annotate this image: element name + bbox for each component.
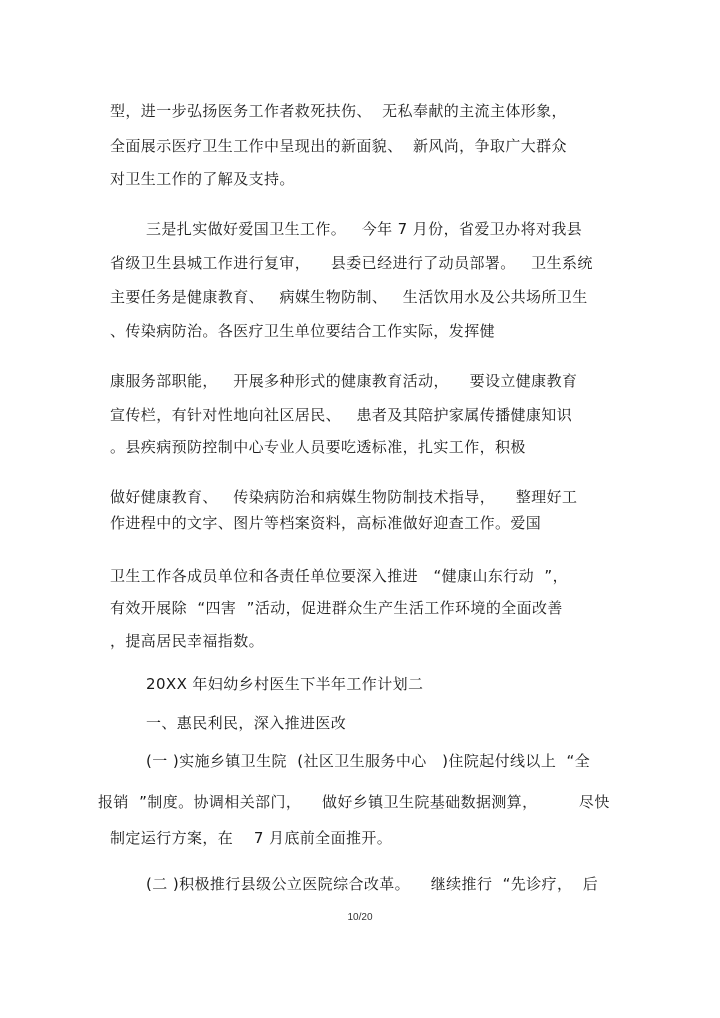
body-text-line: 卫生工作各成员单位和各责任单位要深入推进 “健康山东行动 ”， [110,567,568,585]
body-text-line: 主要任务是健康教育、 病媒生物防制、 生活饮用水及公共场所卫生 [110,288,588,306]
body-text-line: 有效开展除 “四害 ”活动，促进群众生产生活工作环境的全面改善 [110,599,563,617]
body-text-line: 报销 ”制度。协调相关部门， 做好乡镇卫生院基础数据测算， 尽快 [98,793,610,811]
body-text-line: 作进程中的文字、图片等档案资料，高标准做好迎查工作。爱国 [110,514,542,532]
subsection-heading: 一、惠民利民，深入推进医改 [146,714,347,732]
body-text-line: 对卫生工作的了解及支持。 [110,170,295,188]
body-text-line: 宣传栏，有针对性地向社区居民、 患者及其陪护家属传播健康知识 [110,406,573,424]
body-text-line: 省级卫生县城工作进行复审， 县委已经进行了动员部署。 卫生系统 [110,254,593,272]
section-heading: 20XX 年妇幼乡村医生下半年工作计划二 [146,675,424,693]
body-text-line: ，提高居民幸福指数。 [110,632,265,650]
body-text-line: (二 )积极推行县级公立医院综合改革。 继续推行 “先诊疗， 后 [146,875,599,893]
body-text-line: 做好健康教育、 传染病防治和病媒生物防制技术指导， 整理好工 [110,488,578,506]
body-text-line: 三是扎实做好爱国卫生工作。 今年 7 月份，省爱卫办将对我县 [146,220,583,238]
body-text-line: 全面展示医疗卫生工作中呈现出的新面貌、 新风尚，争取广大群众 [110,137,567,155]
body-text-line: 。县疾病预防控制中心专业人员要吃透标准，扎实工作，积极 [110,438,526,456]
page-number: 10/20 [347,912,373,923]
body-text-line: 、传染病防治。各医疗卫生单位要结合工作实际，发挥健 [110,322,496,340]
body-text-line: 制定运行方案，在 7 月底前全面推开。 [110,829,393,847]
body-text-line: (一 )实施乡镇卫生院 (社区卫生服务中心 )住院起付线以上 “全 [146,752,591,770]
body-text-line: 康服务部职能， 开展多种形式的健康教育活动， 要设立健康教育 [110,372,578,390]
body-text-line: 型，进一步弘扬医务工作者救死扶伤、 无私奉献的主流主体形象， [110,102,567,120]
